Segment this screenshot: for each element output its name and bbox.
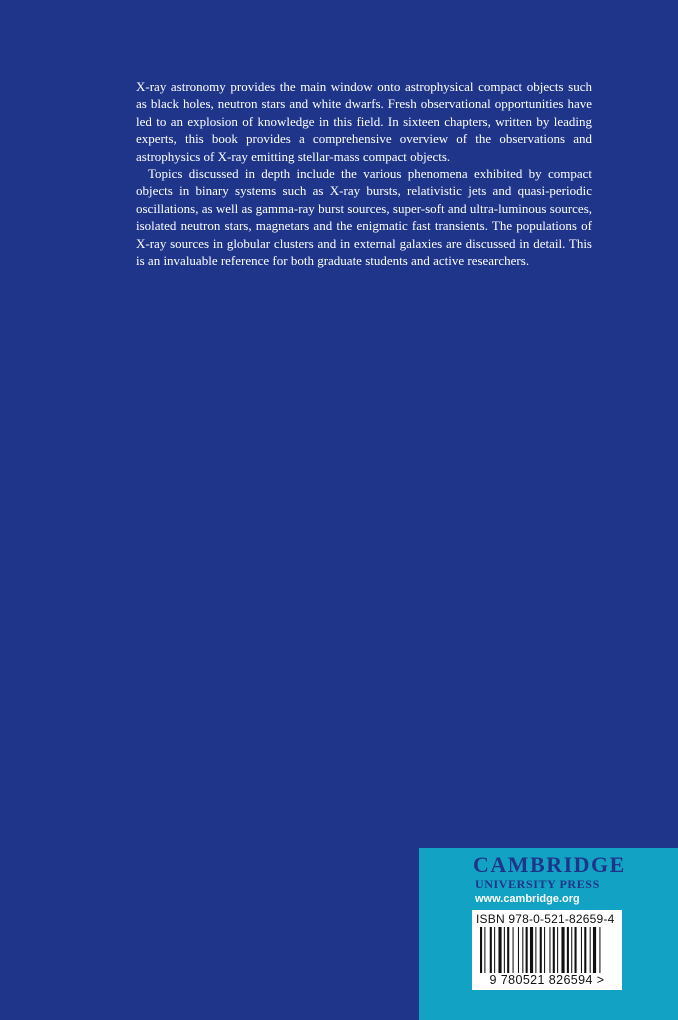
barcode-bar	[593, 927, 596, 973]
barcode-number: 9 780521 826594 >	[489, 973, 605, 987]
publisher-name: CAMBRIDGE	[473, 852, 626, 877]
barcode-bar	[504, 927, 505, 973]
barcode-bar	[526, 927, 528, 973]
barcode-bar	[553, 927, 555, 973]
barcode-bar	[561, 927, 564, 973]
barcode-bar	[557, 927, 558, 973]
barcode-bar	[518, 927, 519, 973]
publisher-box	[419, 848, 678, 1020]
barcode-bar	[575, 927, 577, 973]
publisher-website: www.cambridge.org	[475, 893, 580, 905]
publisher-subname: UNIVERSITY PRESS	[475, 877, 600, 891]
barcode-bar	[549, 927, 550, 973]
barcode-bar	[494, 927, 495, 973]
barcode-bar	[544, 927, 545, 973]
barcode-bar	[584, 927, 586, 973]
barcode-bar	[513, 927, 514, 973]
barcode-bar	[567, 927, 569, 973]
barcode-bar	[522, 927, 523, 973]
barcode-bar	[480, 927, 482, 973]
barcode-bar	[498, 927, 501, 973]
isbn-label: ISBN 978-0-521-82659-4	[476, 912, 615, 926]
barcode-bar	[490, 927, 492, 973]
barcode-panel	[472, 910, 622, 990]
barcode-bar	[599, 927, 600, 973]
barcode-bar	[581, 927, 582, 973]
blurb-paragraph-2: Topics discussed in depth include the various phenomena exhibited by compact objects in binary systems such as X-ray bursts, relativistic jets and quasi-periodic oscillations, as well as gamma-ray burst sources, super-soft and ultra-luminous sources, isolated neutron stars, magnetars and the enigmatic fast transients. The populations of X-ray sources in globular clusters and in external galaxies are discussed in detail. This is an invaluable reference for both graduate students and active researchers.	[136, 166, 592, 269]
barcode-bar	[530, 927, 533, 973]
barcode-bar	[571, 927, 572, 973]
barcode-graphic	[480, 927, 612, 973]
barcode-bar	[507, 927, 509, 973]
barcode-bar	[535, 927, 536, 973]
blurb-text	[136, 78, 592, 269]
barcode-bar	[540, 927, 542, 973]
blurb-paragraph-1: X-ray astronomy provides the main window onto astrophysical compact objects such as black holes, neutron stars and white dwarfs. Fresh observational opportunities have led to an explosion of knowledge in this field. In sixteen chapters, written by leading experts, this book provides a comprehensive overview of the observations and astrophysics of X-ray emitting stellar-mass compact objects.	[136, 79, 592, 164]
barcode-bar	[590, 927, 591, 973]
barcode-bar	[484, 927, 485, 973]
